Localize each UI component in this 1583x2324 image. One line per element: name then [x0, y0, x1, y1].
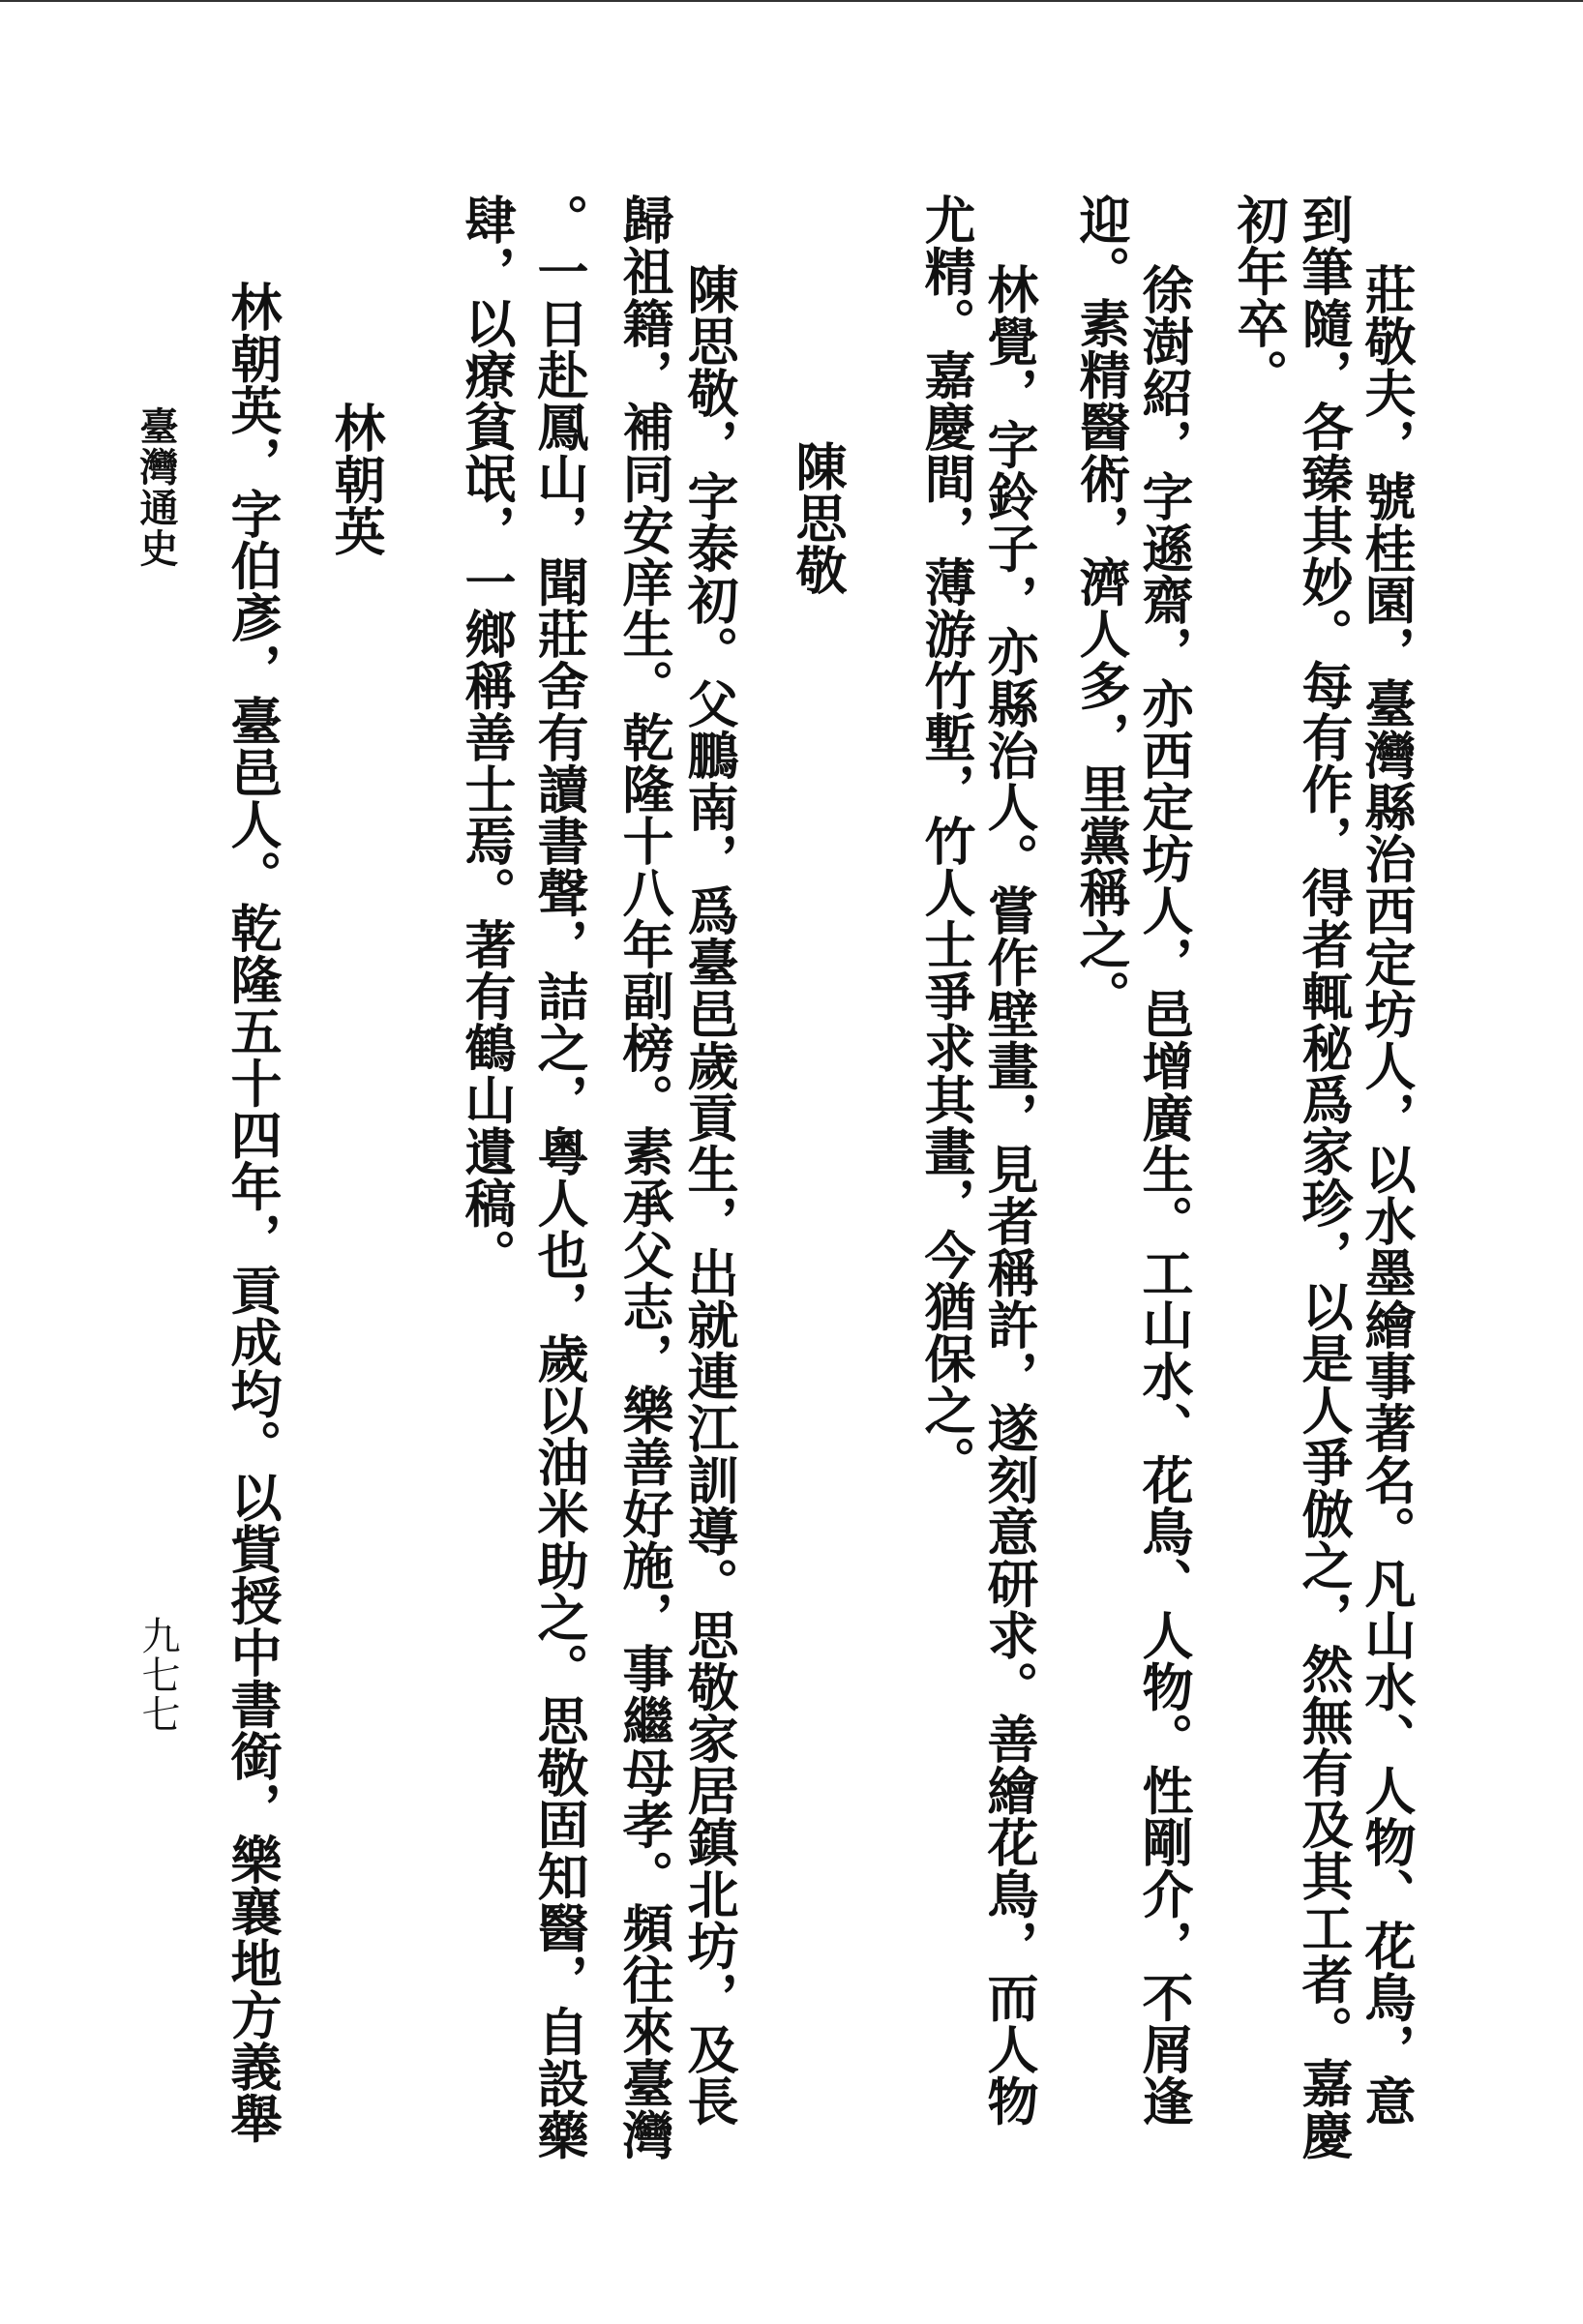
text-column-1: 莊敬夫，號桂園，臺灣縣治西定坊人，以水墨繪事著名。凡山水、人物、花鳥，意	[1357, 263, 1417, 2127]
text-column-9: 歸祖籍，補同安庠生。乾隆十八年副榜。素承父志，樂善好施，事繼母孝。頻往來臺灣	[614, 194, 674, 2160]
section-heading-lin-chaoying: 林朝英	[326, 402, 386, 557]
text-column-5: 迎。素精醫術，濟人多，里黨稱之。	[1071, 194, 1131, 1022]
text-column-6: 林覺，字鈴子，亦縣治人。嘗作壁畫，見者稱許，遂刻意研求。善繪花鳥，而人物	[979, 263, 1039, 2127]
section-heading-chen-sijing: 陳思敬	[788, 440, 848, 596]
text-column-7: 尤精。嘉慶間，薄游竹塹，竹人士爭求其畫，今猶保之。	[916, 194, 976, 1488]
text-column-8: 陳思敬，字泰初。父鵬南，爲臺邑歲貢生，出就連江訓導。思敬家居鎮北坊，及長	[679, 263, 739, 2127]
text-column-2: 到筆隨，各臻其妙。每有作，得者輒秘爲家珍，以是人爭倣之，然無有及其工者。嘉慶	[1294, 194, 1354, 2160]
text-column-10: 。一日赴鳳山，聞莊舍有讀書聲，詰之，粵人也，歲以油米助之。思敬固知醫，自設藥	[529, 194, 589, 2160]
text-column-3: 初年卒。	[1229, 194, 1289, 401]
running-title: 臺灣通史	[134, 406, 179, 569]
page-number: 九七七	[135, 1616, 180, 1734]
text-column-11: 肆，以療貧氓，一鄉稱善士焉。著有鶴山遺稿。	[457, 194, 517, 1281]
text-column-12: 林朝英，字伯彥，臺邑人。乾隆五十四年，貢成均。以貲授中書銜，樂襄地方義舉	[223, 281, 283, 2144]
text-column-4: 徐澍紹，字遜齋，亦西定坊人，邑增廣生。工山水、花鳥、人物。性剛介，不屑逢	[1134, 263, 1194, 2127]
top-border-line	[0, 0, 1583, 2]
